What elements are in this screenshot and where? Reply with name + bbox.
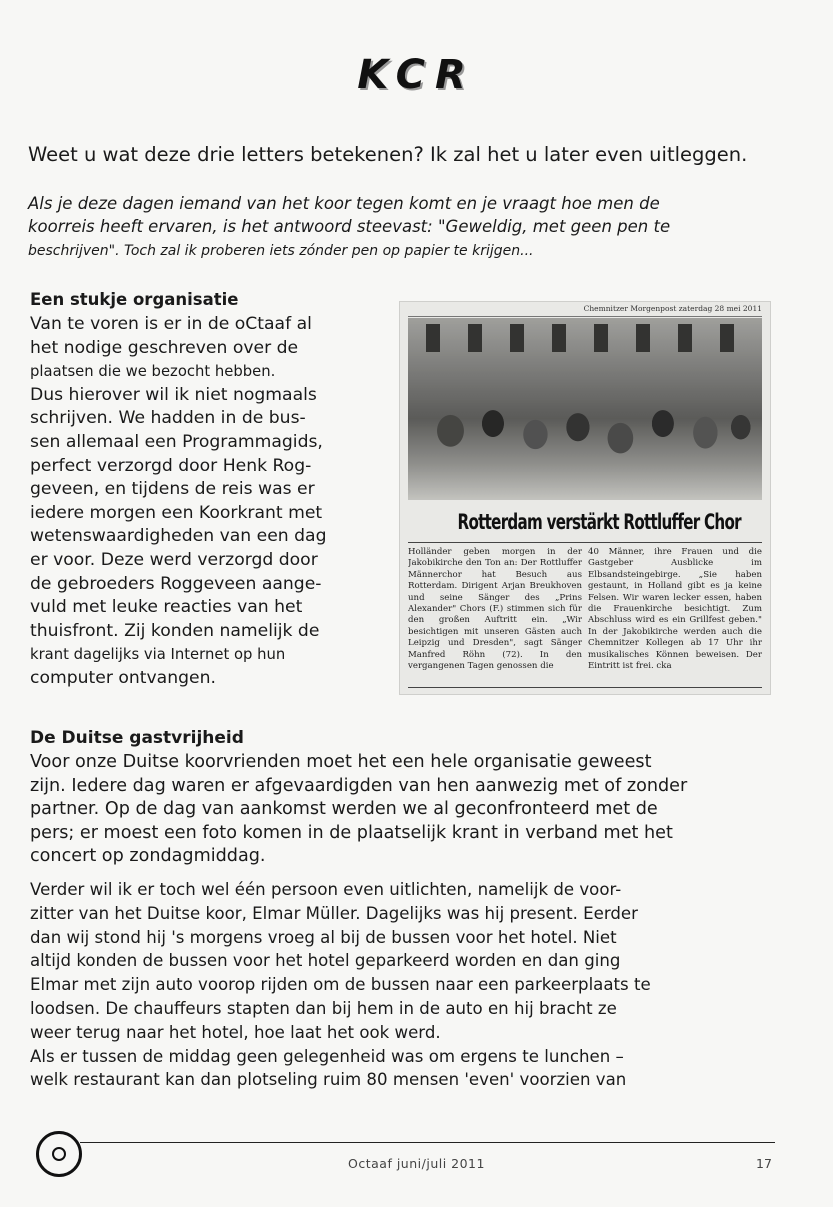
section-body-elmar — [30, 878, 800, 1092]
text-line: Van te voren is er in de oCtaaf al — [30, 314, 312, 334]
clipping-column-left: Holländer geben morgen in der Jakobikirche den Ton an: Der Rottluffer Männerchor hat Besuch aus Rotterdam. Dirigent Arjan Breukhoven und seine Sänger des „Prins Alexander" Chors (F.) stimmen sich für den großen Auftritt ein. „Wir besichtigen mit unseren Gästen auch Leipzig und Dresden", sagt Sänger Manfred Röhn (72). In den vergangenen Tagen genossen die — [408, 547, 582, 672]
text-line: weer terug naar het hotel, hoe laat het ook werd. — [30, 1022, 441, 1042]
text-line: pers; er moest een foto komen in de plaatselijk krant in verband met het — [30, 822, 673, 843]
text-line: krant dagelijks via Internet op hun — [30, 646, 286, 664]
lead-line: beschrijven". Toch zal ik proberen iets zónder pen op papier te krijgen... — [28, 243, 534, 259]
text-line: Als er tussen de middag geen gelegenheid was om ergens te lunchen – — [30, 1046, 624, 1066]
text-line: de gebroeders Roggeveen aange- — [30, 573, 322, 594]
text-line: perfect verzorgd door Henk Rog- — [30, 455, 312, 476]
building-window — [510, 324, 524, 352]
text-line: partner. Op de dag van aankomst werden we al geconfronteerd met de — [30, 799, 658, 820]
text-line: sen allemaal een Programmagids, — [30, 431, 323, 452]
choir-photo — [408, 318, 762, 500]
text-line: plaatsen die we bezocht hebben. — [30, 363, 276, 381]
text-line: dan wij stond hij 's morgens vroeg al bij de bussen voor het hotel. Niet — [30, 927, 617, 947]
lead-line: Als je deze dagen iemand van het koor tegen komt en je vraagt hoe men de — [28, 194, 660, 213]
text-line: welk restaurant kan dan plotseling ruim 80 mensen 'even' voorzien van — [30, 1070, 627, 1090]
page-number: 17 — [756, 1156, 772, 1171]
text-line: zijn. Iedere dag waren er afgevaardigden van hen aanwezig met of zonder — [30, 775, 688, 796]
clipping-column-right: 40 Männer, ihre Frauen und die Gastgeber Ausblicke im Elbsandsteingebirge. „Sie haben gestaunt, in Holland gibt es ja keine Felsen. Wir waren lecker essen, haben die Frauenkirche besichtigt. Zum Abschluss wird es ein Grillfest geben." In der Jakobikirche werden auch die Chemnitzer Kollegen ab 17 Uhr ihr musikalisches Können beweisen. Der Eintritt ist frei. cka — [588, 547, 762, 672]
section-heading-organisatie: Een stukje organisatie — [30, 290, 239, 309]
text-line: vuld met leuke reacties van het — [30, 597, 303, 618]
building-window — [468, 324, 482, 352]
text-line: loodsen. De chauffeurs stapten dan bij hem in de auto en hij bracht ze — [30, 998, 617, 1018]
text-line: Dus hierover wil ik niet nogmaals — [30, 384, 317, 405]
text-line: concert op zondagmiddag. — [30, 846, 266, 867]
building-window — [678, 324, 692, 352]
text-line: wetenswaardigheden van een dag — [30, 526, 327, 547]
text-line: het nodige geschreven over de — [30, 337, 299, 358]
lead-line: koorreis heeft ervaren, is het antwoord steevast: "Geweldig, met geen pen te — [28, 217, 671, 236]
text-line: schrijven. We hadden in de bus- — [30, 408, 306, 429]
section-heading-gastvrijheid: De Duitse gastvrijheid — [30, 728, 244, 748]
text-line: Verder wil ik er toch wel één persoon even uitlichten, namelijk de voor- — [30, 880, 622, 899]
section-body-gastvrijheid — [30, 751, 800, 869]
intro-sentence: Weet u wat deze drie letters betekenen? Ik zal het u later even uitleggen. — [28, 143, 748, 166]
text-line: geveen, en tijdens de reis was er — [30, 479, 315, 500]
clipping-body — [408, 542, 762, 688]
text-line: Elmar met zijn auto voorop rijden om de bussen naar een parkeerplaats te — [30, 975, 651, 995]
text-line: er voor. Deze werd verzorgd door — [30, 549, 318, 570]
building-window — [552, 324, 566, 352]
building-window — [636, 324, 650, 352]
text-line: altijd konden de bussen voor het hotel geparkeerd worden en dan ging — [30, 951, 621, 971]
text-line: iedere morgen een Koorkrant met — [30, 502, 323, 523]
newspaper-clipping — [400, 302, 770, 694]
building-window — [594, 324, 608, 352]
clipping-headline: Rotterdam verstärkt Rottluffer Chor — [457, 510, 741, 534]
building-window — [426, 324, 440, 352]
text-line: computer ontvangen. — [30, 667, 216, 688]
text-line: Voor onze Duitse koorvrienden moet het een hele organisatie geweest — [30, 752, 652, 772]
clipping-masthead: Chemnitzer Morgenpost zaterdag 28 mei 2011 — [408, 304, 762, 317]
text-line: thuisfront. Zij konden namelijk de — [30, 620, 320, 641]
article-title: KCR — [357, 52, 476, 98]
footer-rule — [80, 1142, 775, 1143]
lead-paragraph — [28, 192, 788, 263]
text-line: zitter van het Duitse koor, Elmar Müller. Dagelijks was hij present. Eerder — [30, 903, 638, 923]
section-body-organisatie — [30, 313, 390, 691]
building-window — [720, 324, 734, 352]
footer-publication: Octaaf juni/juli 2011 — [348, 1156, 485, 1171]
